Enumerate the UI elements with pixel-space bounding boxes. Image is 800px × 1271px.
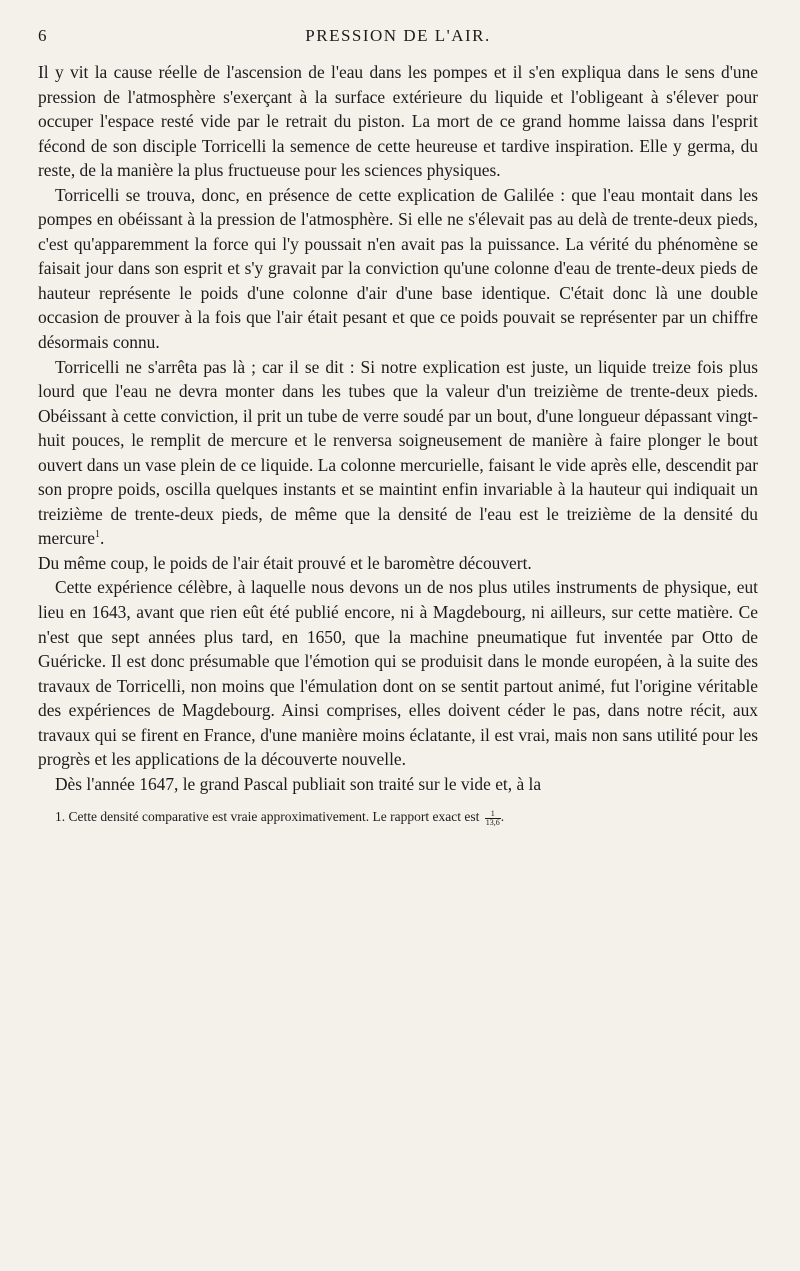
page-number: 6 <box>38 26 48 45</box>
footnote: 1. Cette densité comparative est vraie approximativement. Le rapport exact est $\frac{1}{13,6}$ . <box>55 808 505 827</box>
paragraph-5: Cette expérience célèbre, à laquelle nous devons un de nos plus utiles instruments de physique, eut lieu en 1643, avant que rien eût été publié encore, ni à Magdebourg, ni ailleurs, sur cette matière. Ce n'est que sept années plus tard, en 1650, que la machine pneumatique fut inventée par Otto de Guéricke. Il est donc présumable que l'émotion qui se produisit dans le monde européen, à la suite des travaux de Torricelli, non moins que l'émulation dont on se sentit partout animé, fut l'origine véritable des expériences de Magdebourg. Ainsi comprises, elles doivent céder le pas, dans notre récit, aux travaux qui se firent en France, d'une manière moins éclatante, il est vrai, mais non sans utilité pour les progrès et les applications de la découverte nouvelle. <box>38 577 758 770</box>
paragraph-4: Du même coup, le poids de l'air était prouvé et le baromètre découvert. <box>38 552 532 573</box>
footnote-fraction <box>485 810 501 827</box>
page-header <box>38 26 758 56</box>
fraction-numerator: 1 <box>485 810 501 819</box>
footnote-marker: 1. <box>55 809 66 825</box>
paragraph-6: Dès l'année 1647, le grand Pascal publiait son traité sur le vide et, à la <box>55 773 542 794</box>
fraction-denominator: 13,6 <box>485 817 500 827</box>
running-title: PRESSION DE L'AIR. <box>305 26 491 45</box>
footnote-text: Cette densité comparative est vraie approximativement. Le rapport exact est <box>68 809 480 825</box>
paragraph-2: Torricelli se trouva, donc, en présence de cette explication de Galilée : que l'eau montait dans les pompes en obéissant à la pression de l'atmosphère. Si elle ne s'élevait pas au delà de trente-deux pieds, c'est qu'apparemment la force qui l'y poussait n'en avait pas la puissance. La vérité du phénomène se faisait jour dans son esprit et s'y gravait par la conviction qu'une colonne d'eau de trente-deux pieds de hauteur représente le poids d'une colonne d'air d'une base identique. C'était donc là une double occasion de prouver à la fois que l'air était pesant et que ce poids pouvait se représenter par un chiffre désormais connu. <box>38 184 758 353</box>
paragraph-3: Torricelli ne s'arrêta pas là ; car il se dit : Si notre explication est juste, un liquide treize fois plus lourd que l'eau ne devra monter dans les tubes que la valeur d'un treizième de trente-deux pieds. Obéissant à cette conviction, il prit un tube de verre soudé par un bout, d'une longueur dépassant vingt-huit pouces, le remplit de mercure et le renversa soigneusement de manière à faire plonger le bout ouvert dans un vase plein de ce liquide. La colonne mercurielle, faisant le vide après elle, descendit par son propre poids, oscilla quelques instants et se maintint enfin invariable à la hauteur qui indiquait un treizième de trente-deux pieds, de même que la densité de l'eau est le treizième de la densité du mercure$^1$. <box>38 356 758 549</box>
paragraph-3-text: Torricelli ne s'arrêta pas là ; car il se dit : Si notre explication est juste, un liquide treize fois plus lourd que l'eau ne devra monter dans les tubes que la valeur d'un treizième de trente-deux pieds. Obéissant à cette conviction, il prit un tube de verre soudé par un bout, d'une longueur dépassant vingt-huit pouces, le remplit de mercure et le renversa soigneusement de manière à faire plonger le bout ouvert dans un vase plein de ce liquide. La colonne mercurielle, faisant le vide après elle, descendit par son propre poids, oscilla quelques instants et se maintint enfin invariable à la hauteur qui indiquait un treizième de trente-deux pieds, de même que la densité de l'eau est le treizième de la densité du mercure <box>38 356 758 549</box>
body-text <box>38 60 758 796</box>
paragraph-1: Il y vit la cause réelle de l'ascension de l'eau dans les pompes et il s'en expliqua dans le sens d'une pression de l'atmosphère s'exerçant à la surface extérieure du liquide et l'obligeant à s'élever pour occuper l'espace resté vide par le retrait du piston. La mort de ce grand homme laissa dans l'esprit fécond de son disciple Torricelli la semence de cette heureuse et tardive inspiration. Elle y germa, du reste, de la manière la plus fructueuse pour les sciences physiques. <box>38 62 758 181</box>
footnote-reference: 1 <box>94 529 100 541</box>
page <box>38 26 758 827</box>
